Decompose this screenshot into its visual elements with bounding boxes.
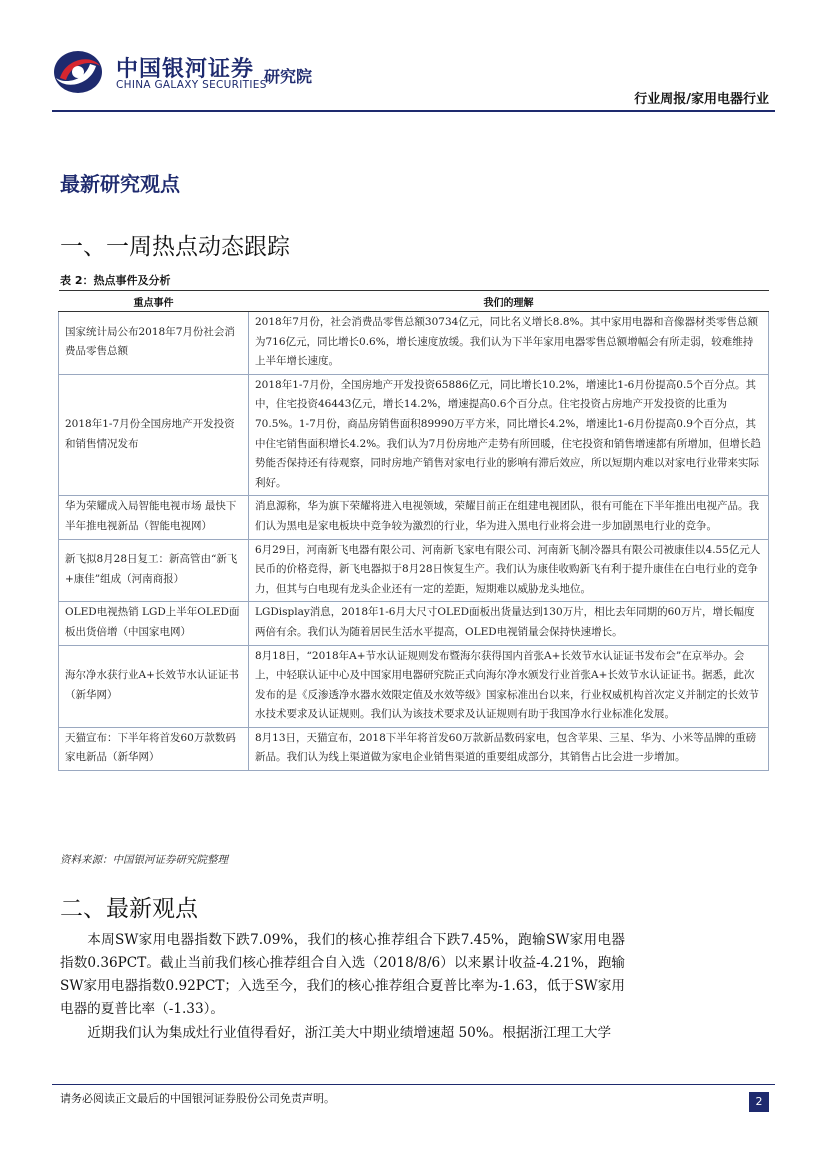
event-cell: OLED电视热销 LGD上半年OLED面板出货倍增（中国家电网） — [59, 602, 249, 645]
footer-disclaimer: 请务必阅读正文最后的中国银河证券股份公司免责声明。 — [60, 1092, 335, 1105]
body-paragraph: 近期我们认为集成灶行业值得看好，浙江美大中期业绩增速超 50%。根据浙江理工大学 — [87, 1025, 612, 1041]
page-number: 2 — [749, 1092, 769, 1112]
analysis-cell: 8月18日，“2018年A+节水认证规则发布暨海尔获得国内首张A+长效节水认证证书发布会”在京举办。会上，中轻联认证中心及中国家用电器研究院正式向海尔净水颁发行业首张A+长效节水认证证书。据悉，此次发布的是《反渗透净水器水效限定值及水效等级》国家标准出台以来，行业权威机构首次定义并制定的长效节水技术要求及认证规则。我们认为该技术要求及认证规则有助于我国净水行业标准化发展。 — [249, 645, 769, 727]
hot-events-table — [58, 290, 769, 771]
galaxy-logo-icon — [52, 48, 104, 96]
body-paragraph: 本周SW家用电器指数下跌7.09%，我们的核心推荐组合下跌7.45%，跑输SW家用电器指数0.36PCT。截止当前我们核心推荐组合自入选（2018/8/6）以来累计收益-4.21%，跑输SW家用电器指数0.92PCT；入选至今，我们的核心推荐组合夏普比率为-1.63，低于SW家用电器的夏普比率（-1.33）。 — [60, 932, 625, 1017]
analysis-cell: LGDisplay消息，2018年1-6月大尺寸OLED面板出货量达到130万片，相比去年同期的60万片，增长幅度两倍有余。我们认为随着居民生活水平提高，OLED电视销量会保持快速增长。 — [249, 602, 769, 645]
table-row — [59, 727, 769, 770]
event-cell: 海尔净水获行业A+长效节水认证证书（新华网） — [59, 645, 249, 727]
event-cell: 国家统计局公布2018年7月份社会消费品零售总额 — [59, 312, 249, 375]
footer-divider — [52, 1084, 775, 1085]
page-heading: 最新研究观点 — [60, 172, 180, 196]
analysis-cell: 2018年1-7月份，全国房地产开发投资65886亿元，同比增长10.2%，增速比1-6月份提高0.5个百分点。其中，住宅投资46443亿元，增长14.2%，增速提高0.6个百分点。住宅投资占房地产开发投资的比重为70.5%。1-7月份，商品房销售面积89990万平方米，同比增长4.2%，增速比1-6月份提高0.9个百分点，其中住宅销售面积增长4.2%。我们认为7月份房地产走势有所回暖，住宅投资和销售增速都有所增加，但增长趋势能否保持还有待观察，同时房地产销售对家电行业的影响有滞后效应，所以短期内难以对家电行业带来实际利好。 — [249, 374, 769, 496]
table-caption: 表 2：热点事件及分析 — [60, 274, 171, 287]
event-cell: 新飞拟8月28日复工：新高管由“新飞+康佳”组成（河南商报） — [59, 539, 249, 602]
section-2-title: 二、最新观点 — [60, 896, 198, 922]
table-source-note: 资料来源：中国银河证券研究院整理 — [60, 854, 228, 866]
table-row — [59, 645, 769, 727]
analysis-cell: 消息源称，华为旗下荣耀将进入电视领域，荣耀目前正在组建电视团队，很有可能在下半年推出电视产品。我们认为黑电是家电板块中竞争较为激烈的行业，华为进入黑电行业将会进一步加剧黑电行业的竞争。 — [249, 496, 769, 539]
table-header-row — [59, 291, 769, 312]
event-cell: 2018年1-7月份全国房地产开发投资和销售情况发布 — [59, 374, 249, 496]
header-divider — [52, 110, 775, 112]
analysis-cell: 6月29日，河南新飞电器有限公司、河南新飞家电有限公司、河南新飞制冷器具有限公司被康佳以4.55亿元人民币的价格竞得，新飞电器拟于8月28日恢复生产。我们认为康佳收购新飞有利于提升康佳在白电行业的竞争力，但其与白电现有龙头企业还有一定的差距，短期难以威胁龙头地位。 — [249, 539, 769, 602]
column-header-analysis: 我们的理解 — [249, 291, 769, 312]
column-header-event: 重点事件 — [59, 291, 249, 312]
logo-chinese-name: 中国银河证券 — [116, 57, 255, 82]
analysis-cell: 8月13日，天猫宣布，2018下半年将首发60万款新品数码家电，包含苹果、三星、华为、小米等品牌的重磅新品。我们认为线上渠道做为家电企业销售渠道的重要组成部分，其销售占比会进一步增加。 — [249, 727, 769, 770]
report-type: 行业周报/家用电器行业 — [634, 92, 769, 107]
company-logo — [52, 48, 322, 98]
table-row — [59, 374, 769, 496]
logo-institute-name: 研究院 — [264, 67, 313, 86]
event-cell: 天猫宣布：下半年将首发60万款数码家电新品（新华网） — [59, 727, 249, 770]
event-cell: 华为荣耀成入局智能电视市场 最快下半年推电视新品（智能电视网） — [59, 496, 249, 539]
table-row — [59, 312, 769, 375]
table-row — [59, 496, 769, 539]
logo-english-name: CHINA GALAXY SECURITIES — [116, 79, 267, 91]
table-row — [59, 602, 769, 645]
table-row — [59, 539, 769, 602]
analysis-cell: 2018年7月份，社会消费品零售总额30734亿元，同比名义增长8.8%。其中家用电器和音像器材类零售总额为716亿元，同比增长0.6%，增长速度放缓。我们认为下半年家用电器零售总额增幅会有所走弱，较难维持上半年增长速度。 — [249, 312, 769, 375]
section-1-title: 一、一周热点动态跟踪 — [60, 234, 290, 260]
